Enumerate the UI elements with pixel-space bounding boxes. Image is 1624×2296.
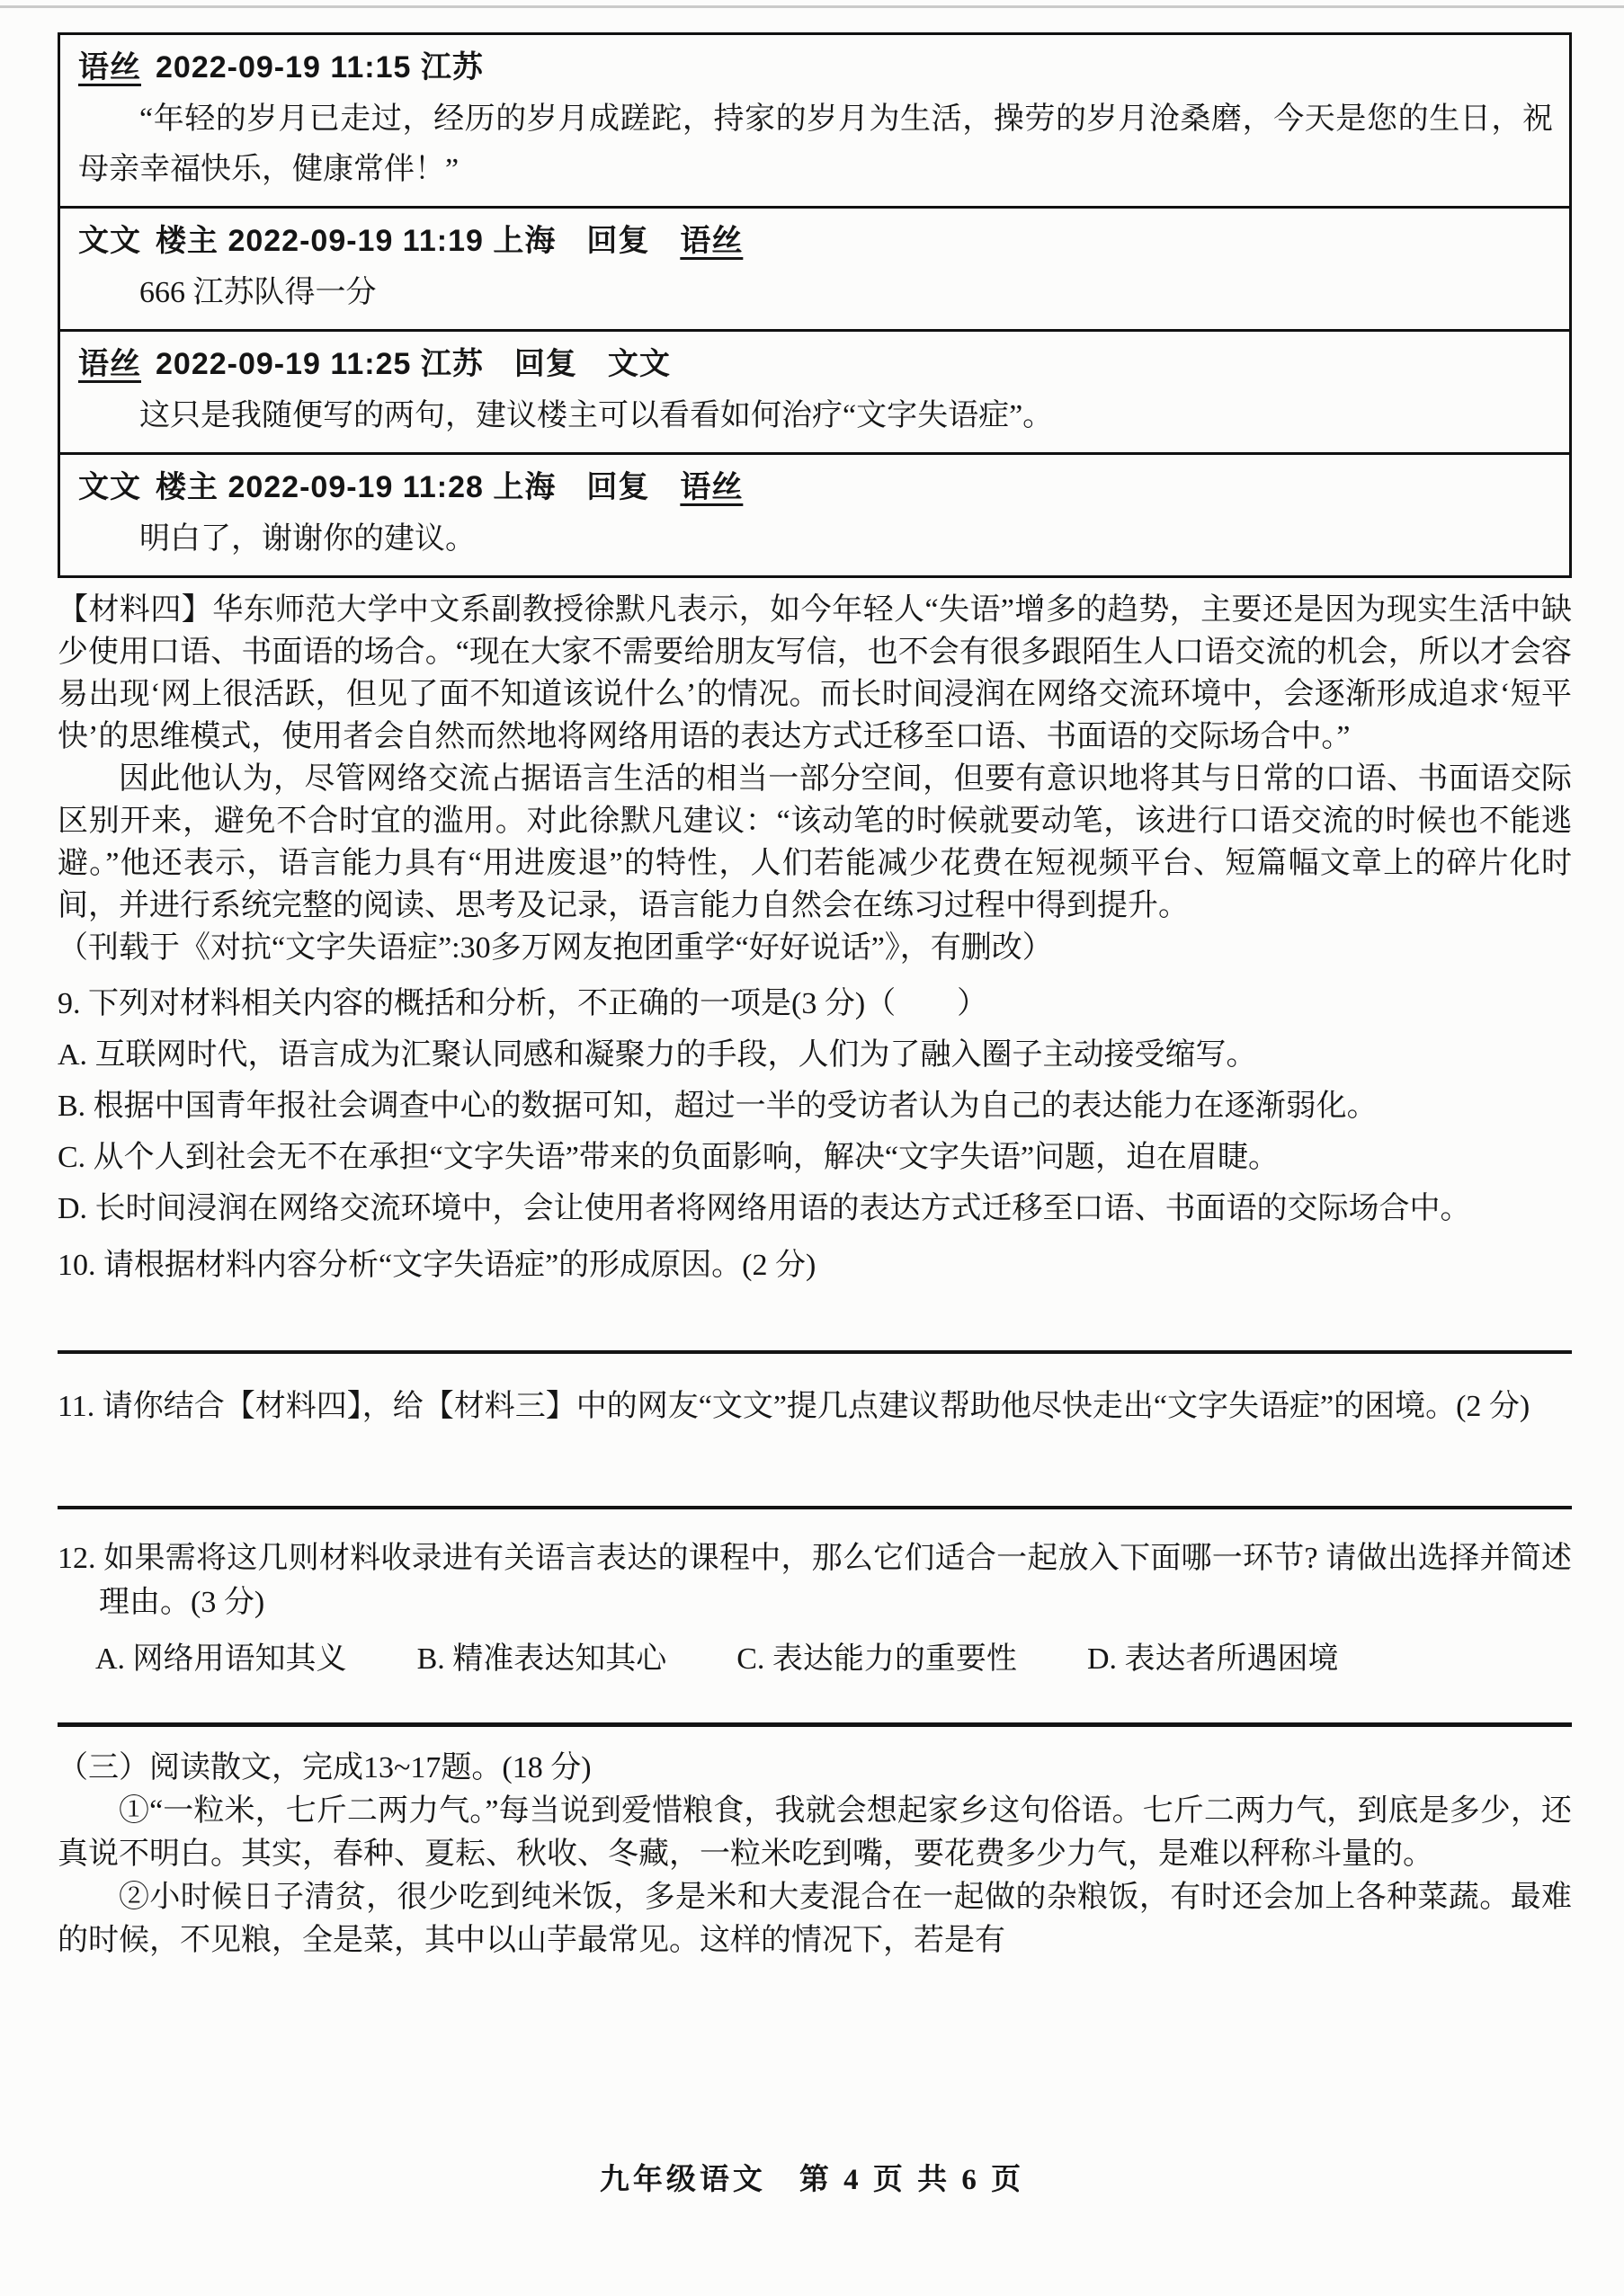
material-four-paragraph-1: 【材料四】华东师范大学中文系副教授徐默凡表示，如今年轻人“失语”增多的趋势，主要还是因为现实生活中缺少使用口语、书面语的场合。“现在大家不需要给朋友写信，也不会有很多跟陌生人口语交流的机会，所以才会容易出现‘网上很活跃，但见了面不知道该说什么’的情况。而长时间浸润在网络交流环境中，会逐渐形成追求‘短平快’的思维模式，使用者会自然而然地将网络用语的表达方式迁移至口语、书面语的交际场合中。” (58, 593, 1572, 753)
forum-row-2 (60, 206, 1569, 329)
question-12-stem: 12. 如果需将这几则材料收录进有关语言表达的课程中，那么它们适合一起放入下面哪一环节? 请做出选择并简述理由。(3 分) (58, 1542, 1572, 1619)
question-9-option-b: B. 根据中国青年报社会调查中心的数据可知，超过一半的受访者认为自己的表达能力在逐渐弱化。 (58, 1090, 1378, 1123)
reply-label: 回复 (586, 470, 650, 504)
question-9-stem: 9. 下列对材料相关内容的概括和分析，不正确的一项是(3 分)（ ） (58, 987, 988, 1020)
post-meta: 楼主 2022-09-19 11:19 上海 (156, 224, 557, 258)
forum-post-body: 666 江苏队得一分 (139, 276, 377, 309)
question-12-option-b: B. 精准表达知其心 (416, 1642, 667, 1676)
reply-target-username: 语丝 (680, 470, 744, 504)
reply-label: 回复 (513, 347, 577, 381)
question-12-option-c: C. 表达能力的重要性 (736, 1642, 1017, 1676)
section-three (58, 1747, 1572, 1962)
question-9-option-a: A. 互联网时代，语言成为汇聚认同感和凝聚力的手段，人们为了融入圈子主动接受缩写。 (58, 1038, 1257, 1072)
material-four-paragraph-2: 因此他认为，尽管网络交流占据语言生活的相当一部分空间，但要有意识地将其与日常的口语、书面语交际区别开来，避免不合时宜的滥用。对此徐默凡建议：“该动笔的时候就要动笔，该进行口语交流的时候也不能逃避。”他还表示，语言能力具有“用进废退”的特性，人们若能减少花费在短视频平台、短篇幅文章上的碎片化时间，并进行系统完整的阅读、思考及记录，语言能力自然会在练习过程中得到提升。 (58, 762, 1572, 922)
forum-row-header (78, 42, 1553, 93)
question-9-option-d: D. 长时间浸润在网络交流环境中，会让使用者将网络用语的表达方式迁移至口语、书面语的交际场合中。 (58, 1192, 1471, 1225)
answer-separator-line (58, 1350, 1572, 1354)
post-meta: 2022-09-19 11:15 江苏 (156, 50, 484, 85)
forum-row-3 (60, 329, 1569, 452)
question-12-option-a: A. 网络用语知其义 (95, 1642, 347, 1676)
page-footer: 九年级语文 第 4 页 共 6 页 (599, 2164, 1025, 2196)
reply-label: 回复 (586, 224, 650, 258)
forum-row-header (78, 462, 1553, 512)
question-12 (58, 1536, 1572, 1681)
question-10 (58, 1243, 1572, 1287)
username-yusi: 语丝 (78, 347, 141, 381)
forum-row-header (78, 216, 1553, 266)
forum-row-4 (60, 452, 1569, 575)
username-yusi: 语丝 (78, 50, 141, 85)
forum-row-header (78, 339, 1553, 389)
question-11 (58, 1384, 1572, 1428)
question-10-stem: 10. 请根据材料内容分析“文字失语症”的形成原因。(2 分) (58, 1249, 816, 1282)
forum-post-body: 这只是我随便写的两句，建议楼主可以看看如何治疗“文字失语症”。 (139, 399, 1054, 432)
question-12-option-d: D. 表达者所遇困境 (1086, 1642, 1339, 1676)
forum-post-body: 明白了，谢谢你的建议。 (139, 522, 476, 556)
question-9 (58, 982, 1572, 1231)
section-separator-line (58, 1722, 1572, 1727)
scan-artifact-line (0, 5, 1624, 8)
username-wenwen: 文文 (78, 224, 141, 258)
post-meta: 2022-09-19 11:25 江苏 (156, 347, 484, 381)
forum-row-1 (60, 35, 1569, 206)
answer-separator-line (58, 1506, 1572, 1509)
forum-post-body: “年轻的岁月已走过，经历的岁月成蹉跎，持家的岁月为生活，操劳的岁月沧桑磨，今天是您的生日，祝母亲幸福快乐，健康常伴！” (78, 102, 1553, 186)
username-wenwen: 文文 (78, 470, 141, 504)
question-11-stem: 11. 请你结合【材料四】，给【材料三】中的网友“文文”提几点建议帮助他尽快走出“文字失语症”的困境。(2 分) (58, 1390, 1530, 1423)
reply-target-username: 文文 (607, 347, 671, 381)
essay-paragraph-1: ①“一粒米，七斤二两力气。”每当说到爱惜粮食，我就会想起家乡这句俗语。七斤二两力气，到底是多少，还真说不明白。其实，春种、夏耘、秋收、冬藏，一粒米吃到嘴，要花费多少力气，是难以秤称斗量的。 (58, 1794, 1572, 1871)
material-four-citation: （刊载于《对抗“文字失语症”:30多万网友抱团重学“好好说话”》，有删改） (58, 931, 1053, 965)
section-three-heading: （三）阅读散文，完成13~17题。(18 分) (58, 1751, 592, 1784)
post-meta: 楼主 2022-09-19 11:28 上海 (156, 470, 557, 504)
question-12-options (58, 1637, 1572, 1681)
question-9-option-c: C. 从个人到社会无不在承担“文字失语”带来的负面影响，解决“文字失语”问题，迫在眉睫。 (58, 1141, 1280, 1174)
essay-paragraph-2: ②小时候日子清贫，很少吃到纯米饭，多是米和大麦混合在一起做的杂粮饭，有时还会加上各种菜蔬。最难的时候，不见粮，全是菜，其中以山芋最常见。这样的情况下，若是有 (58, 1881, 1572, 1957)
material-four (58, 589, 1572, 969)
reply-target-username: 语丝 (680, 224, 744, 258)
forum-reply-table (58, 32, 1572, 578)
